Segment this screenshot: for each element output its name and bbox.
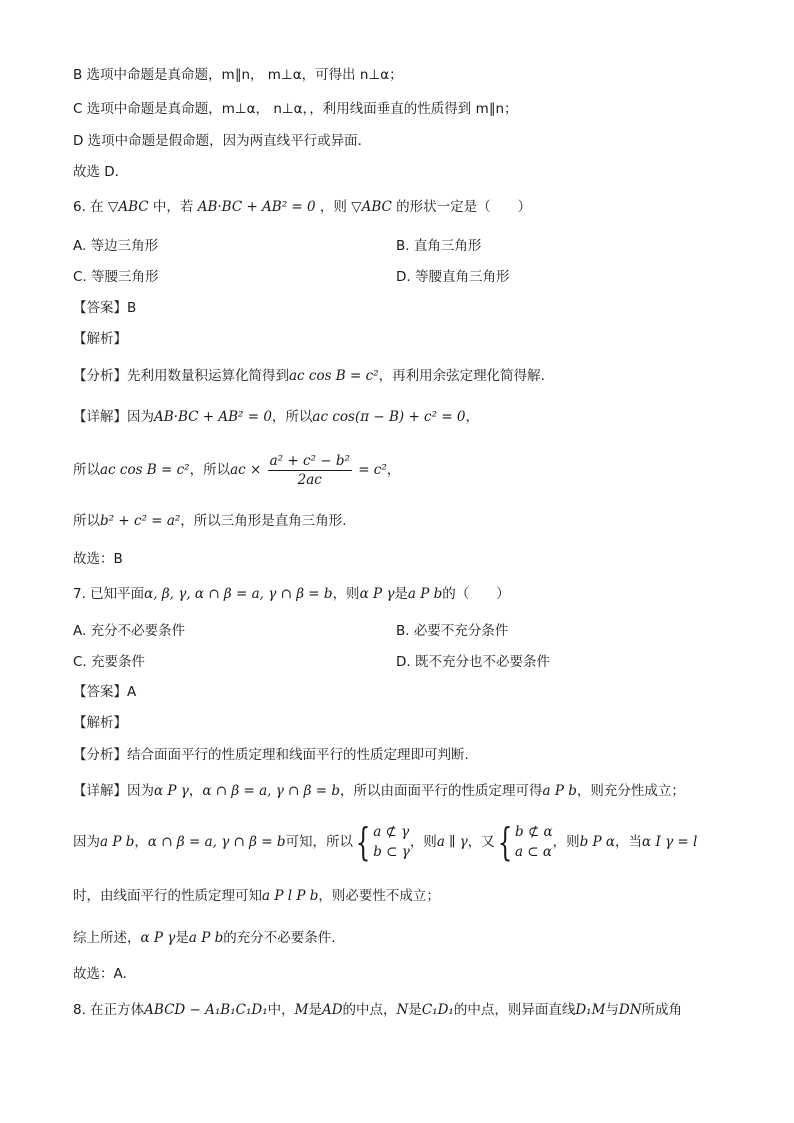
c-option-line: C 选项中命题是真命题，m⊥α， n⊥α，，利用线面垂直的性质得到 m∥n； [73,101,518,117]
q7-analysis-tag: 【解析】 [73,715,127,731]
q6-stem: 6. 在 ▽ABC 中，若 AB·BC + AB² = 0 ，则 ▽ABC 的形状一定是（ ） [73,199,532,215]
q6-option-a: A. 等边三角形 [73,238,159,254]
q6-analysis-tag: 【解析】 [73,331,127,347]
q8-stem: 8. 在正方体ABCD − A₁B₁C₁D₁中，M是AD的中点，N是C₁D₁的中点，则异面直线D₁M与DN所成角 [73,1002,683,1018]
q7-xiangjie-2: 因为a P b，α ∩ β = a, γ ∩ β = b可知，所以{ a ⊄ γ b ⊂ γ ，则a ∥ γ，又{ b ⊄ α a ⊂ α ，则b P α，当α I γ = l [73,820,698,864]
d-answer-line: 故选 D． [73,164,129,180]
system-1: a ⊄ γ b ⊂ γ [373,824,410,860]
q6-xiangjie: 【详解】因为AB·BC + AB² = 0，所以ac cos(π − B) + c² = 0， [73,409,480,425]
q7-option-d: D. 既不充分也不必要条件 [396,654,550,670]
left-brace-icon: { [497,820,513,864]
q7-fenxi: 【分析】结合面面平行的性质定理和线面平行的性质定理即可判断. [73,747,469,763]
q7-xiangjie-3: 时，由线面平行的性质定理可知a P l P b，则必要性不成立； [73,888,440,904]
q7-option-a: A. 充分不必要条件 [73,623,186,639]
q6-option-d: D. 等腰直角三角形 [396,269,510,285]
b-option-line: B 选项中命题是真命题，m∥n， m⊥α，可得出 n⊥α； [73,67,403,83]
q6-step3: 所以b² + c² = a²，所以三角形是直角三角形. [73,513,347,529]
system-2: b ⊄ α a ⊂ α [514,824,553,860]
q7-answer: 【答案】A [73,684,137,700]
q6-final: 故选：B [73,551,123,567]
q6-step2: 所以ac cos B = c²，所以ac × $\frac{\text{a² + c² − b²}}{2ac}$ = c²， [73,452,401,488]
q7-final: 故选：A. [73,966,127,982]
q6-fenxi: 【分析】先利用数量积运算化简得到ac cos B = c²，再利用余弦定理化简得解. [73,368,545,384]
q7-option-b: B. 必要不充分条件 [396,623,509,639]
d-option-line: D 选项中命题是假命题，因为两直线平行或异面． [73,133,372,149]
q7-summary: 综上所述，α P γ是a P b的充分不必要条件. [73,930,336,946]
q7-xiangjie-1: 【详解】因为α P γ，α ∩ β = a, γ ∩ β = b，所以由面面平行的性质定理可得a P b，则充分性成立； [73,783,685,799]
q6-fraction: $\frac{\text{a² + c² − b²}}{2ac}$ [269,452,350,488]
q7-stem: 7. 已知平面α, β, γ, α ∩ β = a, γ ∩ β = b，则α P γ是a P b的（ ） [73,586,510,602]
q6-option-c: C. 等腰三角形 [73,269,159,285]
q6-vector-expression: AB·BC + AB² = 0 [197,199,316,215]
left-brace-icon: { [355,820,371,864]
q7-option-c: C. 充要条件 [73,654,146,670]
q6-option-b: B. 直角三角形 [396,238,482,254]
q6-answer: 【答案】B [73,300,137,316]
